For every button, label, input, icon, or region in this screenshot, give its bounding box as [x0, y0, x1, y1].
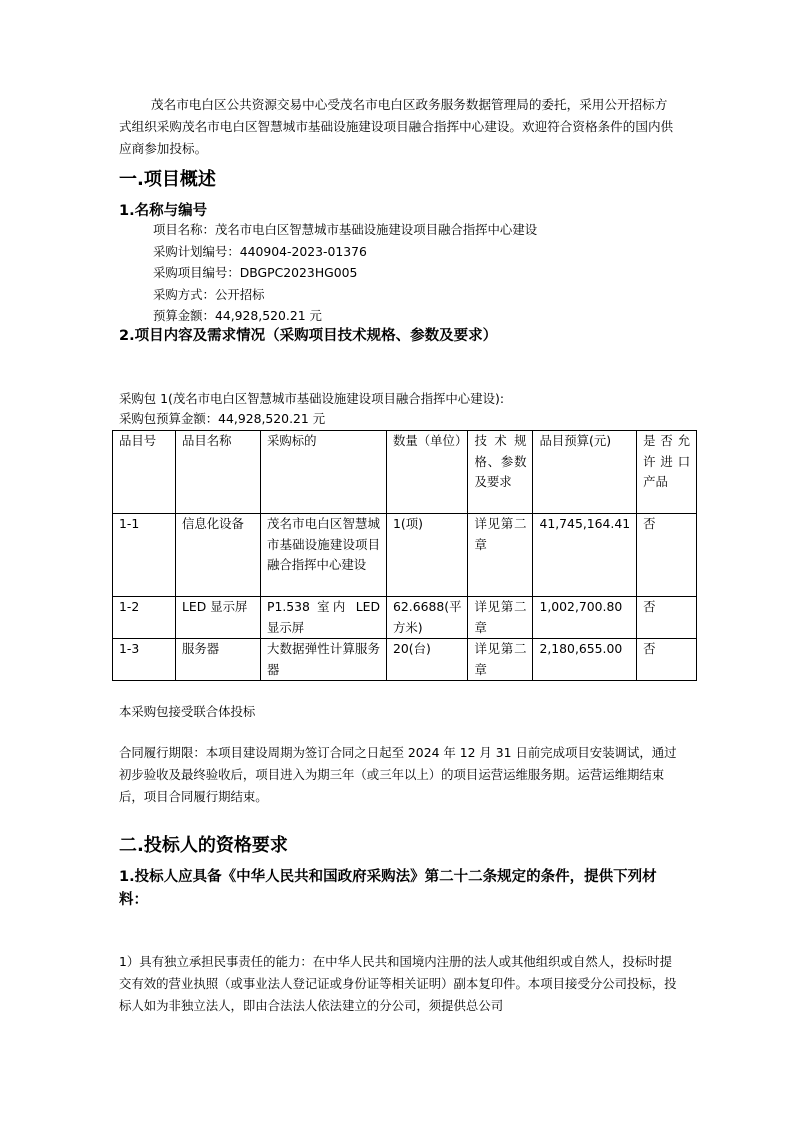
section1-title: 一.项目概述	[119, 169, 216, 190]
cell-spec: 详见第二章	[468, 514, 533, 597]
table-header-row	[113, 431, 697, 514]
header-subject: 采购标的	[261, 431, 387, 514]
cell-import: 否	[637, 639, 697, 681]
cell-subject: P1.538 室内 LED 显示屏	[261, 597, 387, 639]
items-table	[112, 430, 697, 681]
qualification-item1: 1）具有独立承担民事责任的能力：在中华人民共和国境内注册的法人或其他组织或自然人，投标时提交有效的营业执照（或事业法人登记证或身份证等相关证明）副本复印件。本项目接受分公司投标，投标人如为非独立法人，即由合法法人依法建立的分公司，须提供总公司	[119, 954, 677, 1013]
cell-item-name: 服务器	[176, 639, 261, 681]
section2-sub1-title: 1.投标人应具备《中华人民共和国政府采购法》第二十二条规定的条件，提供下列材料：	[119, 869, 657, 908]
cell-item-name: 信息化设备	[176, 514, 261, 597]
cell-import: 否	[637, 597, 697, 639]
cell-item-no: 1-3	[113, 639, 176, 681]
cell-quantity: 62.6688(平方米)	[387, 597, 468, 639]
header-budget: 品目预算(元)	[533, 431, 637, 514]
cell-subject: 大数据弹性计算服务器	[261, 639, 387, 681]
plan-number: 采购计划编号：440904-2023-01376	[153, 243, 367, 259]
header-spec: 技术规格、参数及要求	[468, 431, 533, 514]
header-quantity: 数量（单位）	[387, 431, 468, 514]
cell-item-no: 1-1	[113, 514, 176, 597]
cell-spec: 详见第二章	[468, 639, 533, 681]
table-row	[113, 639, 697, 681]
budget-amount: 预算金额：44,928,520.21 元	[153, 308, 322, 323]
table-row	[113, 514, 697, 597]
procurement-method: 采购方式：公开招标	[153, 286, 265, 302]
intro-paragraph: 茂名市电白区公共资源交易中心受茂名市电白区政务服务数据管理局的委托，采用公开招标方式组织采购茂名市电白区智慧城市基础设施建设项目融合指挥中心建设。欢迎符合资格条件的国内供应商参加投标。	[119, 97, 674, 156]
project-name: 项目名称：茂名市电白区智慧城市基础设施建设项目融合指挥中心建设	[153, 222, 538, 237]
table-row	[113, 597, 697, 639]
cell-quantity: 20(台)	[387, 639, 468, 681]
section1-sub2-title: 2.项目内容及需求情况（采购项目技术规格、参数及要求）	[119, 328, 498, 344]
cell-quantity: 1(项)	[387, 514, 468, 597]
cell-budget: 2,180,655.00	[533, 639, 637, 681]
header-item-name: 品目名称	[176, 431, 261, 514]
cell-import: 否	[637, 514, 697, 597]
cell-item-no: 1-2	[113, 597, 176, 639]
cell-item-name: LED 显示屏	[176, 597, 261, 639]
cell-budget: 41,745,164.41	[533, 514, 637, 597]
header-import: 是否允许进口产品	[637, 431, 697, 514]
project-number: 采购项目编号：DBGPC2023HG005	[153, 265, 358, 280]
cell-budget: 1,002,700.80	[533, 597, 637, 639]
header-item-no: 品目号	[113, 431, 176, 514]
section2-title: 二.投标人的资格要求	[119, 835, 288, 856]
cell-subject: 茂名市电白区智慧城市基础设施建设项目融合指挥中心建设	[261, 514, 387, 597]
section1-sub1-title: 1.名称与编号	[119, 203, 208, 219]
project-info-list	[153, 219, 537, 327]
package-budget: 采购包预算金额：44,928,520.21 元	[119, 411, 326, 426]
package-line: 采购包 1(茂名市电白区智慧城市基础设施建设项目融合指挥中心建设):	[119, 391, 504, 406]
cell-spec: 详见第二章	[468, 597, 533, 639]
contract-period: 合同履行期限：本项目建设周期为签订合同之日起至 2024 年 12 月 31 日前完成项目安装调试，通过初步验收及最终验收后，项目进入为期三年（或三年以上）的项目运营运维服务期。运营运维期结束后，项目合同履行期结束。	[119, 745, 677, 804]
consortium-note: 本采购包接受联合体投标	[119, 704, 256, 719]
